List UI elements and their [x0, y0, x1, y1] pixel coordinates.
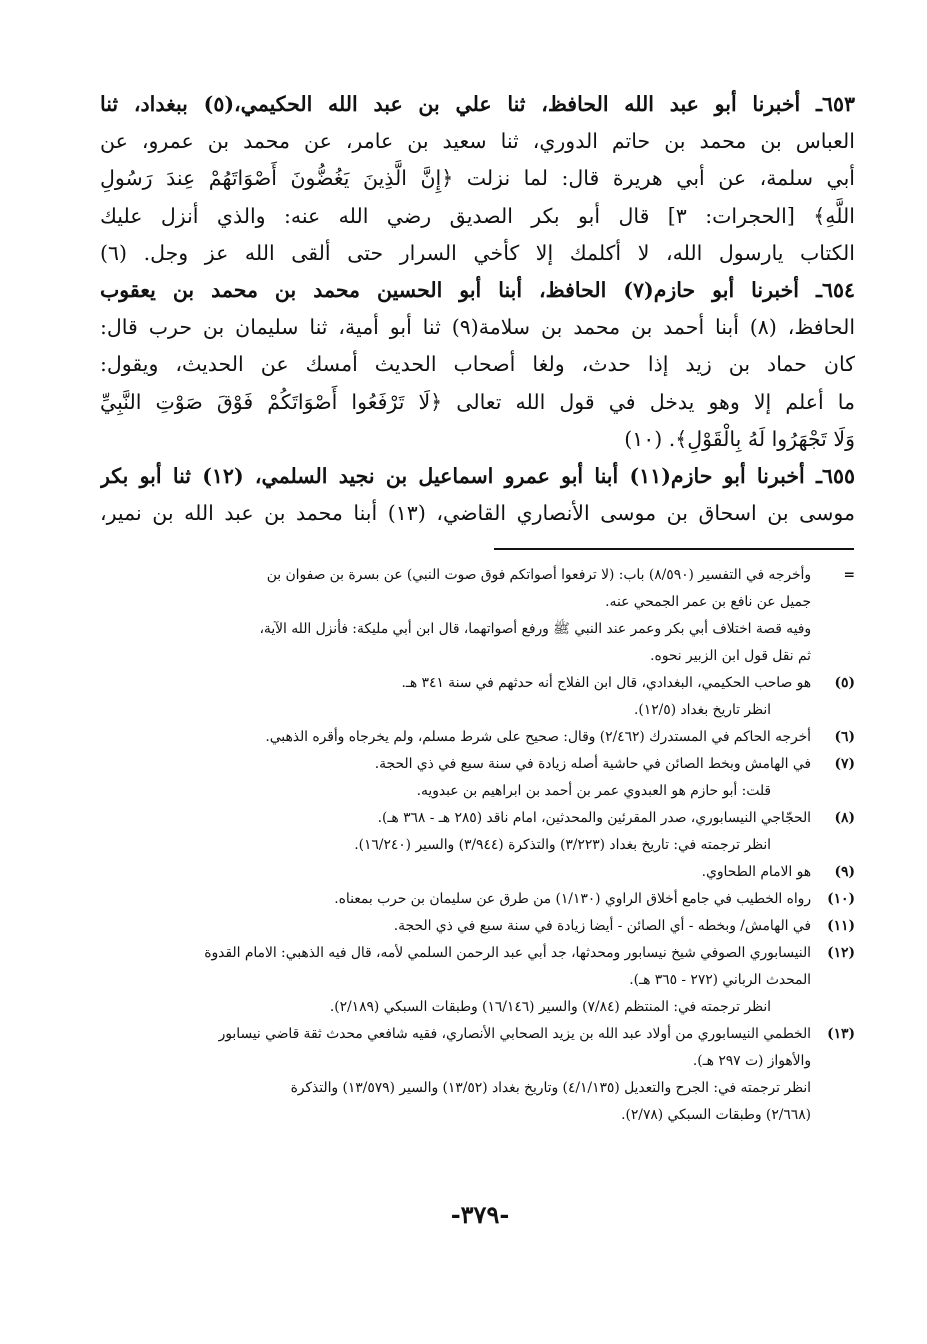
footnote-line: (٢/٦٦٨) وطبقات السبكي (٢/٧٨).	[621, 1107, 811, 1123]
footnote	[100, 1021, 855, 1129]
footnote-number: (٨)	[834, 810, 855, 826]
footnote-line: الحجّاجي النيسابوري، صدر المقرئين والمحدثين، امام ناقد (٢٨٥ هـ - ٣٦٨ هـ).	[377, 810, 811, 826]
footnote	[100, 670, 855, 724]
footnote-number: (١٢)	[827, 945, 855, 961]
footnote-number: (٥)	[834, 675, 855, 691]
footnote-line: وأخرجه في التفسير (٨/٥٩٠) باب: (لا ترفعوا أصواتكم فوق صوت النبي) عن بسرة بن صفوان بن	[266, 567, 811, 583]
footnote-separator	[494, 548, 854, 550]
footnote	[100, 616, 855, 670]
footnote-line: والأهواز (ت ٢٩٧ هـ).	[692, 1053, 811, 1069]
footnote-line: المحدث الرباني (٢٧٢ - ٣٦٥ هـ).	[629, 972, 811, 988]
main-text	[100, 86, 855, 532]
main-line: وَلَا تَجْهَرُوا لَهُ بِالْقَوْلِ﴾. (١٠)	[624, 426, 855, 451]
footnote-line: جميل عن نافع بن عمر الجمحي عنه.	[605, 594, 811, 610]
main-line: الكتاب يارسول الله، لا أكلمك إلا كأخي السرار حتى ألقى الله عز وجل. (٦)	[100, 240, 855, 265]
footnote-line: قلت: أبو حازم هو العبدوي عمر بن أحمد بن ابراهيم بن عبدويه.	[416, 783, 771, 799]
main-line: العباس بن محمد بن حاتم الدوري، ثنا سعيد بن عامر، عن محمد بن عمرو، عن	[100, 129, 855, 154]
main-line: اللَّهِ﴾ [الحجرات: ٣] قال أبو بكر الصديق رضي الله عنه: والذي أنزل عليك	[100, 203, 855, 228]
footnote-line: انظر ترجمته في: تاريخ بغداد (٣/٢٢٣) والتذكرة (٣/٩٤٤) والسير (١٦/٢٤٠).	[354, 837, 771, 853]
footnote-number: (٩)	[834, 864, 855, 880]
main-line: ٦٥٤ـ أخبرنا أبو حازم(٧) الحافظ، أبنا أبو الحسين محمد بن محمد بن يعقوب	[100, 277, 855, 302]
footnote-number: (١٣)	[827, 1026, 855, 1042]
footnote	[100, 562, 855, 616]
footnote-number: (١٠)	[827, 891, 855, 907]
footnote-line: النيسابوري الصوفي شيخ نيسابور ومحدثها، جد أبي عبد الرحمن السلمي لأمه، قال فيه الذهبي: الامام القدوة	[204, 945, 811, 961]
footnote-number: (٧)	[834, 756, 855, 772]
footnote-line: وفيه قصة اختلاف أبي بكر وعمر عند النبي ﷺ ورفع أصواتهما، قال ابن أبي مليكة: فأنزل الله الآية،	[259, 621, 811, 637]
footnote	[100, 886, 855, 913]
footnote	[100, 913, 855, 940]
footnotes	[100, 562, 855, 1129]
footnote-line: الخطمي النيسابوري من أولاد عبد الله بن يزيد الصحابي الأنصاري، فقيه شافعي محدث ثقة قاضي نيسابور	[218, 1026, 811, 1042]
footnote-line: هو صاحب الحكيمي، البغدادي، قال ابن الفلاج أنه حدثهم في سنة ٣٤١ هـ.	[401, 675, 811, 691]
footnote-number: (٦)	[834, 729, 855, 745]
footnote-line: انظر ترجمته في: الجرح والتعديل (٤/١/١٣٥) وتاريخ بغداد (١٣/٥٢) والسير (١٣/٥٧٩) والتذكرة	[290, 1080, 811, 1096]
footnote	[100, 859, 855, 886]
main-line: موسى بن اسحاق بن موسى الأنصاري القاضي، (١٣) أبنا محمد بن عبد الله بن نمير،	[100, 501, 855, 526]
footnote-number: (١١)	[827, 918, 855, 934]
footnote-line: انظر ترجمته في: المنتظم (٧/٨٤) والسير (١٦/١٤٦) وطبقات السبكي (٢/١٨٩).	[329, 999, 771, 1015]
footnote	[100, 940, 855, 1021]
main-line: ما أعلم إلا وهو يدخل في قول الله تعالى ﴿لَا تَرْفَعُوا أَصْوَاتَكُمْ فَوْقَ صَوْتِ النَّبِيِّ	[100, 389, 855, 414]
footnote-line: في الهامش وبخط الصائن في حاشية أصله زيادة في سنة سبع في ذي الحجة.	[374, 756, 811, 772]
main-line: الحافظ، (٨) أبنا أحمد بن محمد بن سلامة(٩) ثنا أبو أمية، ثنا سليمان بن حرب قال:	[100, 315, 855, 340]
page-number: -٣٧٩-	[450, 1200, 510, 1229]
main-line: أبي سلمة، عن أبي هريرة قال: لما نزلت ﴿إِنَّ الَّذِينَ يَغُضُّونَ أَصْوَاتَهُمْ عِندَ رَسُولِ	[100, 166, 855, 191]
footnote	[100, 751, 855, 805]
footnote	[100, 805, 855, 859]
footnote-line: هو الامام الطحاوي.	[701, 864, 811, 880]
footnote	[100, 724, 855, 751]
footnote-line: أخرجه الحاكم في المستدرك (٢/٤٦٢) وقال: صحيح على شرط مسلم، ولم يخرجاه وأقره الذهبي.	[265, 729, 811, 745]
main-line: ٦٥٣ـ أخبرنا أبو عبد الله الحافظ، ثنا علي بن عبد الله الحكيمي،(٥) ببغداد، ثنا	[100, 92, 855, 116]
footnote-line: انظر تاريخ بغداد (١٢/٥).	[634, 702, 771, 718]
main-line: ٦٥٥ـ أخبرنا أبو حازم(١١) أبنا أبو عمرو اسماعيل بن نجيد السلمي، (١٢) ثنا أبو بكر	[100, 463, 855, 488]
main-line: كان حماد بن زيد إذا حدث، ولغا أصحاب الحديث أمسك عن الحديث، ويقول:	[100, 352, 855, 377]
footnote-line: ثم نقل قول ابن الزبير نحوه.	[650, 648, 811, 664]
footnote-line: رواه الخطيب في جامع أخلاق الراوي (١/١٣٠) من طرق عن سليمان بن حرب بمعناه.	[334, 891, 811, 907]
footnote-number: =	[843, 567, 855, 583]
footnote-line: في الهامش/ وبخطه - أي الصائن - أيضا زيادة في سنة سبع في ذي الحجة.	[393, 918, 811, 934]
